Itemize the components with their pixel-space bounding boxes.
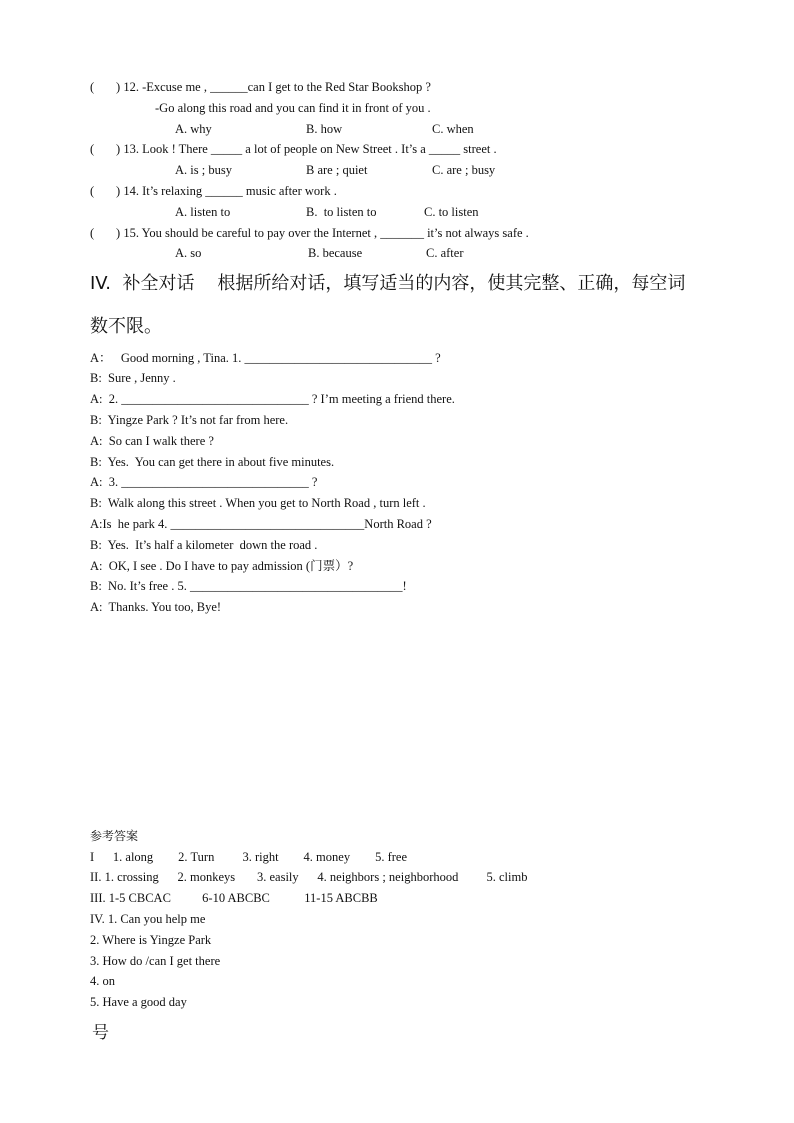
dialogue-line: B: Walk along this street . When you get to North Road , turn left . [90, 496, 426, 510]
option-c: C. after [426, 246, 464, 260]
answer-line: III. 1-5 CBCAC 6-10 ABCBC 11-15 ABCBB [90, 891, 378, 905]
option-c: C. to listen [424, 205, 479, 219]
dialogue-line: A: 2. ______________________________ ? I’m meeting a friend there. [90, 392, 455, 406]
answer-key-title: 参考答案 [90, 829, 139, 843]
dialogue-line: A: OK, I see . Do I have to pay admission (门票）? [90, 559, 354, 573]
option-b: B. because [308, 246, 363, 260]
option-a: A. listen to [175, 205, 231, 219]
dialogue-line: A: Thanks. You too, Bye! [90, 600, 222, 614]
option-a: A. why [175, 122, 212, 136]
dialogue-line: A: 3. ______________________________ ? [90, 475, 318, 489]
answer-line: 3. How do /can I get there [90, 954, 221, 968]
dialogue-line: A:Is he park 4. _______________________________North Road ? [90, 517, 432, 531]
question-stem: ( ) 12. -Excuse me , ______can I get to the Red Star Bookshop ? [90, 80, 431, 94]
question-reply: -Go along this road and you can find it in front of you . [155, 101, 431, 115]
question-stem: ( ) 13. Look ! There _____ a lot of people on New Street . It’s a _____ street . [90, 142, 497, 156]
section-heading: IV. 补全对话 根据所给对话，填写适当的内容，使其完整、正确，每空词 [90, 273, 686, 294]
dialogue-line: B: No. It’s free . 5. __________________________________! [90, 579, 407, 593]
footer-character: 号 [92, 1023, 109, 1043]
option-b: B. how [306, 122, 343, 136]
option-a: A. so [175, 246, 202, 260]
option-b: B are ; quiet [306, 163, 368, 177]
answer-line: I 1. along 2. Turn 3. right 4. money 5. free [90, 850, 407, 864]
dialogue-line: B: Yingze Park ? It’s not far from here. [90, 413, 289, 427]
option-c: C. when [432, 122, 474, 136]
option-c: C. are ; busy [432, 163, 496, 177]
dialogue-line: B: Sure , Jenny . [90, 371, 176, 385]
answer-line: IV. 1. Can you help me [90, 912, 206, 926]
option-b: B. to listen to [306, 205, 377, 219]
question-stem: ( ) 15. You should be careful to pay over the Internet , _______ it’s not always safe . [90, 226, 529, 240]
dialogue-line: B: Yes. You can get there in about five minutes. [90, 455, 335, 469]
section-heading-cont: 数不限。 [90, 316, 162, 337]
dialogue-line: B: Yes. It’s half a kilometer down the road . [90, 538, 318, 552]
answer-line: 4. on [90, 974, 115, 988]
dialogue-line: A： Good morning , Tina. 1. ______________________________ ? [90, 351, 441, 365]
answer-line: 5. Have a good day [90, 995, 187, 1009]
question-stem: ( ) 14. It’s relaxing ______ music after work . [90, 184, 337, 198]
answer-line: 2. Where is Yingze Park [90, 933, 212, 947]
option-a: A. is ; busy [175, 163, 232, 177]
dialogue-line: A: So can I walk there ? [90, 434, 214, 448]
answer-line: II. 1. crossing 2. monkeys 3. easily 4. neighbors ; neighborhood 5. climb [90, 870, 528, 884]
